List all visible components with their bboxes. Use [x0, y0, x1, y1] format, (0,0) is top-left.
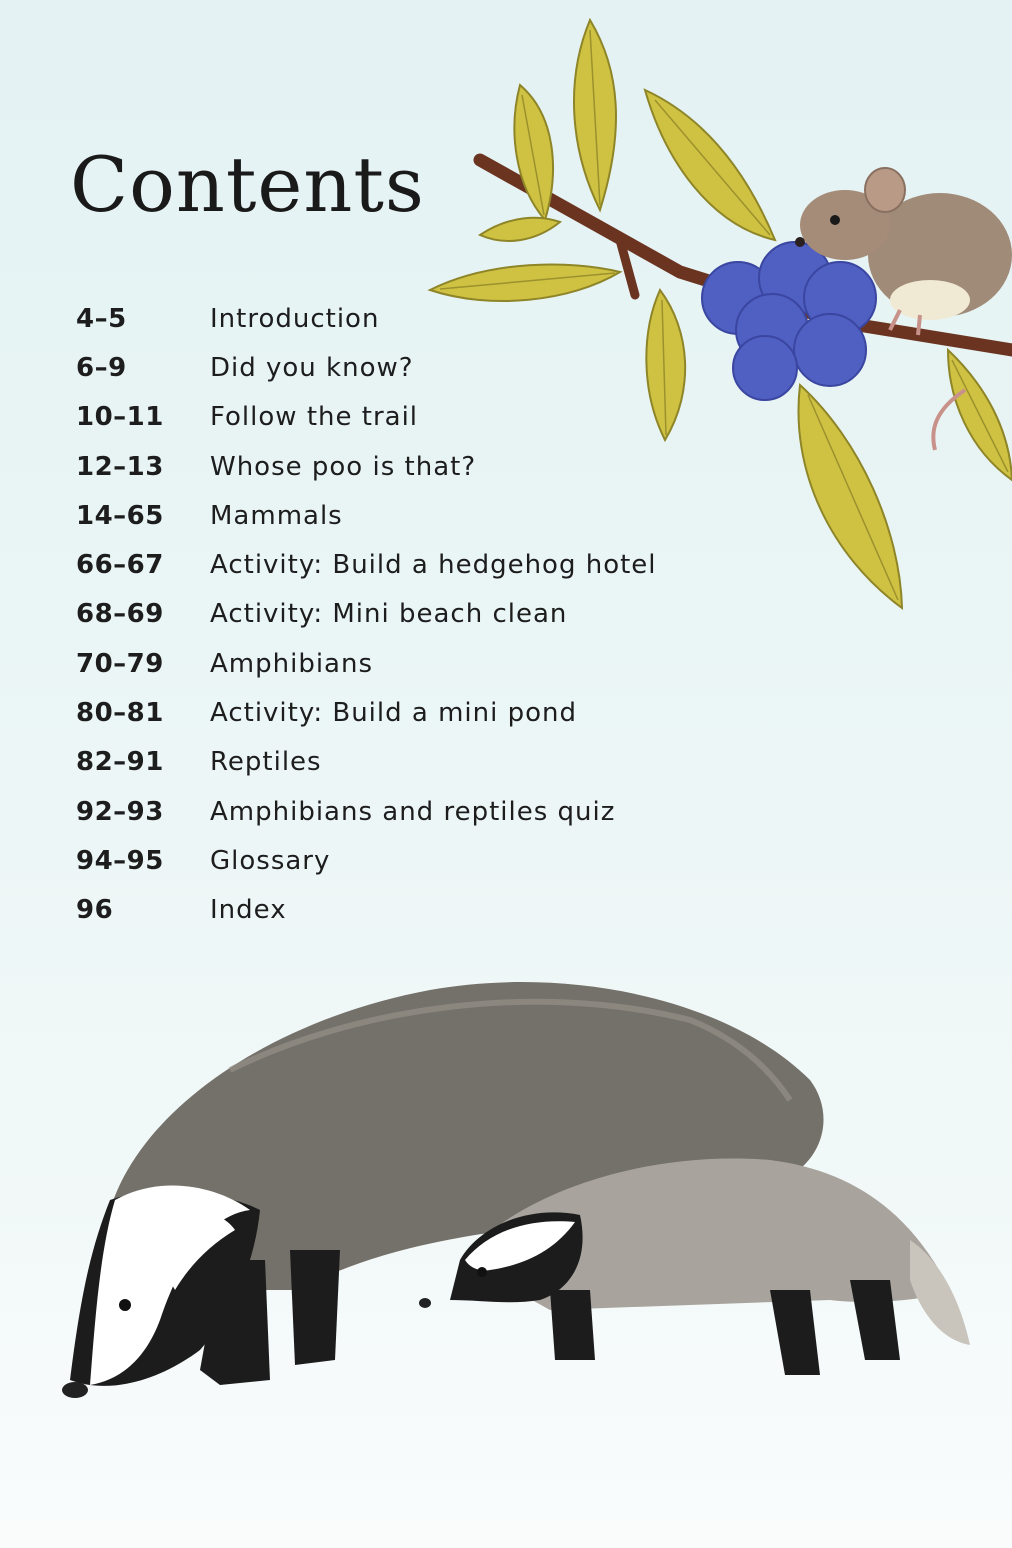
- toc-entry-label: Mammals: [210, 500, 343, 531]
- toc-page-range: 70–79: [76, 648, 164, 679]
- toc-entry: [76, 343, 736, 392]
- toc-entry-label: Glossary: [210, 845, 331, 876]
- toc-entry-label: Whose poo is that?: [210, 451, 477, 482]
- toc-entry-label: Index: [210, 895, 287, 926]
- toc-page-range: 66–67: [76, 550, 164, 581]
- toc-page-range: 92–93: [76, 796, 164, 827]
- toc-page-range: 82–91: [76, 747, 164, 778]
- toc-entry-label: Follow the trail: [210, 402, 419, 433]
- toc-page-range: 4–5: [76, 303, 127, 334]
- toc-page-range: 12–13: [76, 451, 164, 482]
- toc-entry: [76, 639, 736, 688]
- toc-page-range: 10–11: [76, 402, 164, 433]
- toc-entry-label: Activity: Build a mini pond: [210, 698, 578, 729]
- toc-page-range: 68–69: [76, 599, 164, 630]
- toc-entry: [76, 540, 736, 589]
- toc-entry: [76, 688, 736, 737]
- toc-entry: [76, 294, 736, 343]
- toc-page-range: 94–95: [76, 845, 164, 876]
- toc-entry-label: Activity: Mini beach clean: [210, 599, 568, 630]
- toc-page-range: 96: [76, 895, 114, 926]
- toc-page-range: 6–9: [76, 352, 127, 383]
- toc-entry: [76, 886, 736, 935]
- toc-entry: [76, 491, 736, 540]
- toc-entry-label: Amphibians: [210, 648, 374, 679]
- toc-entry: [76, 738, 736, 787]
- page-title: Contents: [70, 140, 425, 229]
- toc-entry-label: Introduction: [210, 303, 380, 334]
- badgers-illustration: [50, 960, 980, 1410]
- toc-page-range: 14–65: [76, 500, 164, 531]
- toc-entry-label: Amphibians and reptiles quiz: [210, 796, 616, 827]
- table-of-contents: [76, 294, 736, 935]
- toc-entry: [76, 393, 736, 442]
- toc-entry-label: Reptiles: [210, 747, 322, 778]
- toc-entry-label: Activity: Build a hedgehog hotel: [210, 550, 657, 581]
- toc-page-range: 80–81: [76, 698, 164, 729]
- toc-entry: [76, 442, 736, 491]
- toc-entry: [76, 787, 736, 836]
- toc-entry-label: Did you know?: [210, 352, 414, 383]
- toc-entry: [76, 590, 736, 639]
- toc-entry: [76, 836, 736, 885]
